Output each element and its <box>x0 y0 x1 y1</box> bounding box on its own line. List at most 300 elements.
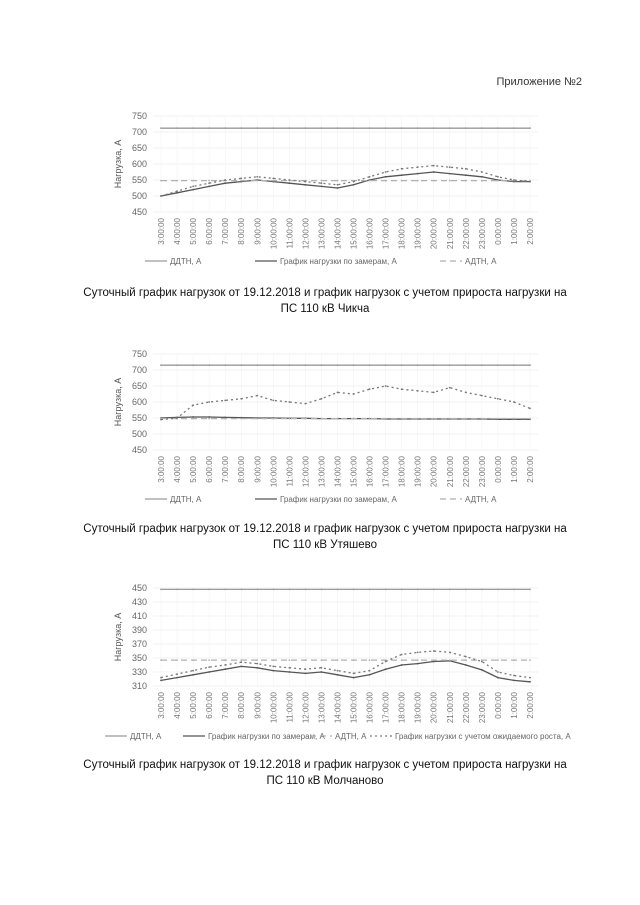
data-point <box>304 668 306 670</box>
data-point <box>449 173 451 175</box>
x-tick-label: 13:00:00 <box>317 692 327 724</box>
data-point <box>481 180 483 182</box>
data-point <box>417 659 419 661</box>
data-point <box>433 659 435 661</box>
legend-label: ДДТН, А <box>130 732 162 741</box>
x-tick-label: 19:00:00 <box>413 456 423 488</box>
data-point <box>369 670 371 672</box>
data-point <box>385 171 387 173</box>
y-tick-label: 500 <box>131 429 147 439</box>
data-point <box>240 659 242 661</box>
data-point <box>353 589 355 591</box>
data-point <box>497 398 499 400</box>
x-tick-label: 9:00:00 <box>253 692 263 719</box>
data-point <box>224 659 226 661</box>
x-tick-label: 3:00:00 <box>157 218 167 245</box>
x-tick-label: 5:00:00 <box>189 456 199 483</box>
data-point <box>497 364 499 366</box>
data-point <box>160 419 162 421</box>
data-point <box>176 589 178 591</box>
x-tick-label: 5:00:00 <box>189 218 199 245</box>
x-tick-label: 7:00:00 <box>221 692 231 719</box>
data-point <box>353 673 355 675</box>
data-point <box>208 401 210 403</box>
data-point <box>401 654 403 656</box>
caption-molchanovo-line2: ПС 110 кВ Молчаново <box>266 775 384 787</box>
series-line-3 <box>161 386 530 420</box>
data-point <box>224 418 226 420</box>
legend-label: АДТН, А <box>335 732 367 741</box>
data-point <box>337 659 339 661</box>
data-point <box>224 668 226 670</box>
x-tick-label: 9:00:00 <box>253 218 263 245</box>
data-point <box>433 364 435 366</box>
data-point <box>465 656 467 658</box>
x-tick-label: 18:00:00 <box>397 218 407 250</box>
x-tick-label: 0:00:00 <box>493 456 503 483</box>
x-tick-label: 22:00:00 <box>461 456 471 488</box>
data-point <box>497 659 499 661</box>
data-point <box>321 667 323 669</box>
x-tick-label: 14:00:00 <box>333 456 343 488</box>
data-point <box>208 416 210 418</box>
data-point <box>497 418 499 420</box>
x-tick-label: 11:00:00 <box>285 692 295 723</box>
y-tick-label: 390 <box>131 625 147 635</box>
data-point <box>321 398 323 400</box>
data-point <box>176 659 178 661</box>
data-point <box>160 680 162 682</box>
data-point <box>337 187 339 189</box>
data-point <box>288 179 290 181</box>
data-point <box>208 659 210 661</box>
data-point <box>272 659 274 661</box>
x-tick-label: 15:00:00 <box>349 456 359 488</box>
x-tick-label: 20:00:00 <box>429 456 439 488</box>
data-point <box>433 180 435 182</box>
data-point <box>465 664 467 666</box>
y-tick-label: 350 <box>131 653 147 663</box>
data-point <box>417 663 419 665</box>
data-point <box>176 673 178 675</box>
data-point <box>513 680 515 682</box>
x-tick-label: 0:00:00 <box>493 692 503 719</box>
data-point <box>304 673 306 675</box>
x-tick-label: 2:00:00 <box>525 456 535 483</box>
data-point <box>449 652 451 654</box>
data-point <box>192 416 194 418</box>
legend-label: АДТН, А <box>465 257 497 266</box>
data-point <box>433 589 435 591</box>
data-point <box>176 192 178 194</box>
legend-label: ДДТН, А <box>170 257 202 266</box>
y-tick-label: 600 <box>131 397 147 407</box>
y-tick-label: 450 <box>131 445 147 455</box>
data-point <box>337 180 339 182</box>
data-point <box>304 659 306 661</box>
data-point <box>337 392 339 394</box>
data-point <box>401 589 403 591</box>
data-point <box>288 401 290 403</box>
data-point <box>481 364 483 366</box>
x-tick-label: 12:00:00 <box>301 456 311 488</box>
data-point <box>256 589 258 591</box>
legend-label: График нагрузки с учетом ожидаемого роста, А <box>395 732 571 741</box>
data-point <box>256 127 258 129</box>
data-point <box>369 364 371 366</box>
x-tick-label: 2:00:00 <box>525 692 535 719</box>
data-point <box>465 168 467 170</box>
x-tick-label: 17:00:00 <box>381 456 391 488</box>
x-tick-label: 8:00:00 <box>237 218 247 245</box>
data-point <box>208 418 210 420</box>
x-tick-label: 14:00:00 <box>333 218 343 250</box>
data-point <box>288 182 290 184</box>
data-point <box>272 670 274 672</box>
data-point <box>513 589 515 591</box>
data-point <box>192 670 194 672</box>
data-point <box>208 180 210 182</box>
data-point <box>208 671 210 673</box>
x-tick-label: 21:00:00 <box>445 456 455 488</box>
data-point <box>353 677 355 679</box>
data-point <box>481 418 483 420</box>
x-tick-label: 0:00:00 <box>493 218 503 245</box>
data-point <box>321 180 323 182</box>
y-tick-label: 410 <box>131 611 147 621</box>
data-point <box>288 418 290 420</box>
x-tick-label: 20:00:00 <box>429 692 439 724</box>
x-tick-label: 15:00:00 <box>349 218 359 250</box>
y-axis-label: Нагрузка, А <box>113 139 123 189</box>
x-tick-label: 4:00:00 <box>173 456 183 483</box>
x-tick-label: 11:00:00 <box>285 218 295 249</box>
x-tick-label: 16:00:00 <box>365 692 375 724</box>
x-tick-label: 10:00:00 <box>269 692 279 724</box>
x-tick-label: 11:00:00 <box>285 456 295 487</box>
data-point <box>272 418 274 420</box>
legend-label: ДДТН, А <box>170 495 202 504</box>
data-point <box>256 176 258 178</box>
chart-utyashevo-svg <box>95 346 555 506</box>
data-point <box>160 364 162 366</box>
data-point <box>176 127 178 129</box>
x-tick-label: 12:00:00 <box>301 218 311 250</box>
x-tick-label: 16:00:00 <box>365 456 375 488</box>
data-point <box>449 589 451 591</box>
data-point <box>176 190 178 192</box>
data-point <box>529 181 531 183</box>
data-point <box>497 127 499 129</box>
data-point <box>192 404 194 406</box>
data-point <box>513 364 515 366</box>
data-point <box>288 127 290 129</box>
y-tick-label: 750 <box>131 111 147 121</box>
data-point <box>401 418 403 420</box>
x-tick-label: 19:00:00 <box>413 218 423 250</box>
data-point <box>385 176 387 178</box>
data-point <box>449 364 451 366</box>
x-tick-label: 7:00:00 <box>221 456 231 483</box>
data-point <box>385 661 387 663</box>
data-point <box>433 418 435 420</box>
data-point <box>529 364 531 366</box>
data-point <box>481 176 483 178</box>
data-point <box>337 674 339 676</box>
y-axis-label: Нагрузка, А <box>113 377 123 427</box>
x-tick-label: 9:00:00 <box>253 456 263 483</box>
x-tick-label: 17:00:00 <box>381 692 391 724</box>
y-tick-label: 600 <box>131 159 147 169</box>
data-point <box>272 364 274 366</box>
data-point <box>465 659 467 661</box>
x-tick-label: 6:00:00 <box>205 456 215 483</box>
data-point <box>497 180 499 182</box>
y-axis-label: Нагрузка, А <box>113 612 123 662</box>
data-point <box>240 418 242 420</box>
data-point <box>321 186 323 188</box>
data-point <box>529 681 531 683</box>
data-point <box>176 677 178 679</box>
data-point <box>160 127 162 129</box>
x-tick-label: 22:00:00 <box>461 218 471 250</box>
data-point <box>353 393 355 395</box>
data-point <box>288 671 290 673</box>
data-point <box>385 364 387 366</box>
x-tick-label: 12:00:00 <box>301 692 311 724</box>
x-tick-label: 18:00:00 <box>397 692 407 724</box>
data-point <box>513 659 515 661</box>
data-point <box>481 661 483 663</box>
data-point <box>529 418 531 420</box>
data-point <box>224 400 226 402</box>
x-tick-label: 1:00:00 <box>509 692 519 719</box>
data-point <box>481 589 483 591</box>
data-point <box>497 176 499 178</box>
y-tick-label: 430 <box>131 597 147 607</box>
x-tick-label: 8:00:00 <box>237 692 247 719</box>
data-point <box>321 659 323 661</box>
y-tick-label: 450 <box>131 207 147 217</box>
data-point <box>240 180 242 182</box>
data-point <box>369 418 371 420</box>
data-point <box>321 589 323 591</box>
data-point <box>337 127 339 129</box>
data-point <box>160 677 162 679</box>
data-point <box>529 677 531 679</box>
data-point <box>417 652 419 654</box>
x-tick-label: 18:00:00 <box>397 456 407 488</box>
data-point <box>417 166 419 168</box>
data-point <box>353 659 355 661</box>
data-point <box>369 589 371 591</box>
data-point <box>417 418 419 420</box>
caption-molchanovo-line1: Суточный график нагрузок от 19.12.2018 и график нагрузок с учетом прироста нагрузки на <box>83 759 567 771</box>
data-point <box>208 127 210 129</box>
data-point <box>449 180 451 182</box>
data-point <box>353 418 355 420</box>
data-point <box>160 180 162 182</box>
data-point <box>385 127 387 129</box>
caption-utyashevo <box>70 521 580 553</box>
data-point <box>353 364 355 366</box>
data-point <box>321 671 323 673</box>
caption-chikcha-line1: Суточный график нагрузок от 19.12.2018 и график нагрузок с учетом прироста нагрузки на <box>83 287 567 299</box>
data-point <box>513 127 515 129</box>
data-point <box>256 663 258 665</box>
data-point <box>224 127 226 129</box>
data-point <box>288 364 290 366</box>
data-point <box>208 666 210 668</box>
data-point <box>288 667 290 669</box>
data-point <box>160 589 162 591</box>
data-point <box>208 182 210 184</box>
data-point <box>369 180 371 182</box>
data-point <box>240 127 242 129</box>
x-tick-label: 6:00:00 <box>205 218 215 245</box>
y-tick-label: 330 <box>131 667 147 677</box>
caption-chikcha <box>70 285 580 317</box>
y-tick-label: 370 <box>131 639 147 649</box>
data-point <box>321 364 323 366</box>
data-point <box>385 418 387 420</box>
legend-label: График нагрузки по замерам, А <box>280 257 397 266</box>
data-point <box>192 180 194 182</box>
data-point <box>304 184 306 186</box>
data-point <box>449 127 451 129</box>
data-point <box>208 186 210 188</box>
y-tick-label: 450 <box>131 583 147 593</box>
x-tick-label: 20:00:00 <box>429 218 439 250</box>
data-point <box>304 589 306 591</box>
data-point <box>192 659 194 661</box>
x-tick-label: 21:00:00 <box>445 692 455 724</box>
chart-utyashevo <box>95 346 555 506</box>
data-point <box>304 418 306 420</box>
x-tick-label: 4:00:00 <box>173 692 183 719</box>
data-point <box>240 666 242 668</box>
x-tick-label: 23:00:00 <box>477 218 487 250</box>
data-point <box>353 184 355 186</box>
data-point <box>321 182 323 184</box>
x-tick-label: 22:00:00 <box>461 692 471 724</box>
data-point <box>529 589 531 591</box>
data-point <box>449 166 451 168</box>
data-point <box>401 388 403 390</box>
x-tick-label: 6:00:00 <box>205 692 215 719</box>
data-point <box>353 181 355 183</box>
data-point <box>401 174 403 176</box>
y-tick-label: 650 <box>131 381 147 391</box>
data-point <box>433 165 435 167</box>
x-tick-label: 21:00:00 <box>445 218 455 250</box>
data-point <box>160 659 162 661</box>
data-point <box>401 168 403 170</box>
data-point <box>192 674 194 676</box>
y-tick-label: 550 <box>131 175 147 185</box>
data-point <box>256 395 258 397</box>
y-tick-label: 700 <box>131 365 147 375</box>
data-point <box>256 667 258 669</box>
data-point <box>304 403 306 405</box>
data-point <box>369 659 371 661</box>
data-point <box>337 364 339 366</box>
caption-utyashevo-line1: Суточный график нагрузок от 19.12.2018 и график нагрузок с учетом прироста нагрузки на <box>83 523 567 535</box>
caption-molchanovo <box>70 757 580 789</box>
data-point <box>481 395 483 397</box>
x-tick-label: 17:00:00 <box>381 218 391 250</box>
caption-chikcha-line2: ПС 110 кВ Чикча <box>280 303 370 315</box>
data-point <box>513 179 515 181</box>
series-line-1 <box>161 661 530 682</box>
data-point <box>449 418 451 420</box>
data-point <box>272 589 274 591</box>
data-point <box>465 364 467 366</box>
data-point <box>417 127 419 129</box>
data-point <box>160 195 162 197</box>
legend-label: График нагрузки по замерам, А <box>280 495 397 504</box>
y-tick-label: 550 <box>131 413 147 423</box>
data-point <box>304 127 306 129</box>
data-point <box>465 589 467 591</box>
x-tick-label: 4:00:00 <box>173 218 183 245</box>
data-point <box>272 178 274 180</box>
chart-chikcha-svg <box>95 108 555 268</box>
data-point <box>401 127 403 129</box>
x-tick-label: 13:00:00 <box>317 218 327 250</box>
data-point <box>192 418 194 420</box>
data-point <box>449 387 451 389</box>
data-point <box>304 364 306 366</box>
data-point <box>481 669 483 671</box>
data-point <box>192 589 194 591</box>
data-point <box>385 385 387 387</box>
x-tick-label: 1:00:00 <box>509 218 519 245</box>
x-tick-label: 1:00:00 <box>509 456 519 483</box>
data-point <box>224 364 226 366</box>
data-point <box>176 364 178 366</box>
data-point <box>513 418 515 420</box>
x-tick-label: 7:00:00 <box>221 218 231 245</box>
data-point <box>176 180 178 182</box>
legend-label: График нагрузки по замерам, А <box>208 732 325 741</box>
x-tick-label: 13:00:00 <box>317 456 327 488</box>
data-point <box>337 670 339 672</box>
data-point <box>321 127 323 129</box>
data-point <box>417 390 419 392</box>
data-point <box>288 659 290 661</box>
data-point <box>401 364 403 366</box>
data-point <box>224 664 226 666</box>
chart-molchanovo <box>95 580 571 744</box>
data-point <box>224 179 226 181</box>
data-point <box>529 659 531 661</box>
x-tick-label: 19:00:00 <box>413 692 423 724</box>
data-point <box>353 127 355 129</box>
data-point <box>224 589 226 591</box>
data-point <box>240 661 242 663</box>
x-tick-label: 16:00:00 <box>365 218 375 250</box>
data-point <box>465 127 467 129</box>
data-point <box>176 417 178 419</box>
y-tick-label: 310 <box>131 681 147 691</box>
data-point <box>321 418 323 420</box>
data-point <box>385 180 387 182</box>
x-tick-label: 10:00:00 <box>269 218 279 250</box>
data-point <box>192 127 194 129</box>
data-point <box>433 127 435 129</box>
data-point <box>240 364 242 366</box>
